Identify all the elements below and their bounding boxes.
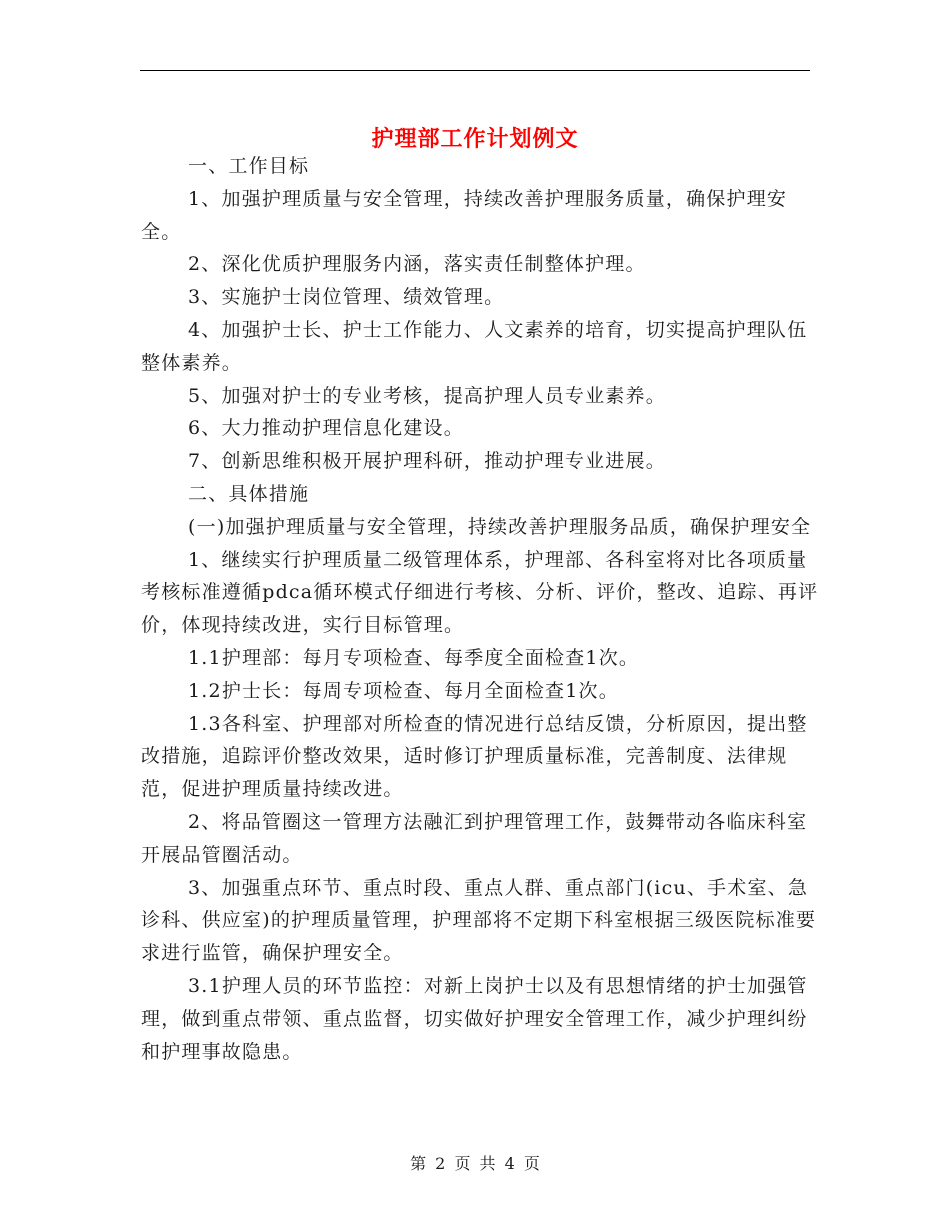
section-heading-measures: 二、具体措施 xyxy=(188,482,310,505)
measure-subitem: 1.1护理部：每月专项检查、每季度全面检查1次。 xyxy=(188,646,640,669)
goal-item: 2、深化优质护理服务内涵，落实责任制整体护理。 xyxy=(188,253,646,276)
section-heading-goals: 一、工作目标 xyxy=(188,155,310,177)
goal-item: 7、创新思维积极开展护理科研，推动护理专业进展。 xyxy=(188,450,666,473)
goal-item: 5、加强对护士的专业考核，提高护理人员专业素养。 xyxy=(188,384,666,407)
measure-subitem: 3.1护理人员的环节监控：对新上岗护士以及有思想情绪的护士加强管理，做到重点带领、重点监督，切实做好护理安全管理工作，减少护理纠纷和护理事故隐患。 xyxy=(141,974,808,1063)
measure-item: 3、加强重点环节、重点时段、重点人群、重点部门(icu、手术室、急诊科、供应室)的护理质量管理，护理部将不定期下科室根据三级医院标准要求进行监管，确保护理安全。 xyxy=(141,876,817,965)
goal-item: 4、加强护士长、护士工作能力、人文素养的培育，切实提高护理队伍整体素养。 xyxy=(141,318,808,374)
measure-item: 1、继续实行护理质量二级管理体系，护理部、各科室将对比各项质量考核标准遵循pdca循环模式仔细进行考核、分析、评价，整改、追踪、再评价，体现持续改进，实行目标管理。 xyxy=(141,548,819,637)
document-body xyxy=(141,150,821,1068)
page-number: 第 2 页 共 4 页 xyxy=(410,1154,540,1173)
measure-item: 2、将品管圈这一管理方法融汇到护理管理工作，鼓舞带动各临床科室开展品管圈活动。 xyxy=(141,810,808,866)
measure-subitem: 1.2护士长：每周专项检查、每月全面检查1次。 xyxy=(188,679,619,702)
measure-subitem: 1.3各科室、护理部对所检查的情况进行总结反馈，分析原因，提出整改措施，追踪评价整改效果，适时修订护理质量标准，完善制度、法律规范，促进护理质量持续改进。 xyxy=(141,712,808,801)
document-title: 护理部工作计划例文 xyxy=(371,126,579,152)
goal-item: 6、大力推动护理信息化建设。 xyxy=(188,417,464,440)
header-rule xyxy=(140,70,810,71)
subsection-heading: (一)加强护理质量与安全管理，持续改善护理服务品质，确保护理安全 xyxy=(188,515,812,538)
goal-item: 3、实施护士岗位管理、绩效管理。 xyxy=(188,286,505,309)
goal-item: 1、加强护理质量与安全管理，持续改善护理服务质量，确保护理安全。 xyxy=(141,187,788,243)
